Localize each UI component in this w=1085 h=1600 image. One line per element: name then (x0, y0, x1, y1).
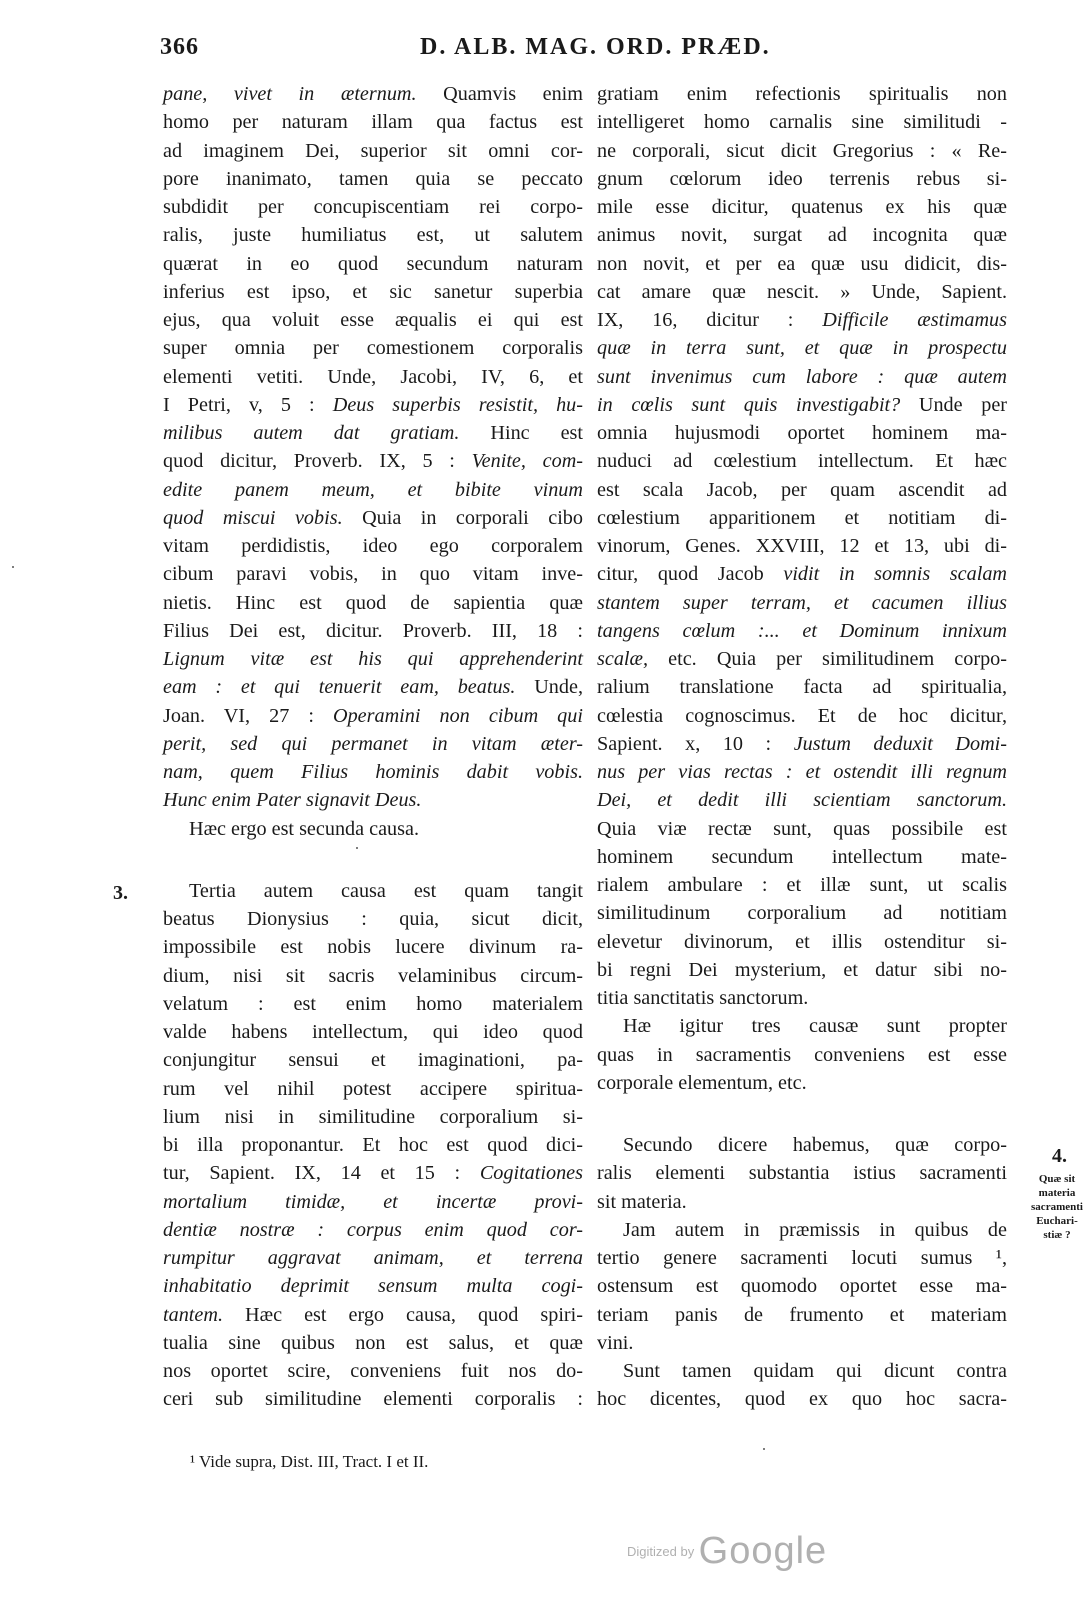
text-line: valde habens intellectum, qui ideo quod (163, 1021, 583, 1043)
text-line: gnum cœlorum ideo terrenis rebus si- (597, 167, 1007, 190)
text-line: homo per naturam illam qua factus est (163, 111, 583, 134)
section-number-4: 4. (1052, 1145, 1067, 1167)
text-line: tantem. Hæc est ergo causa, quod spiri- (163, 1303, 583, 1326)
text-line: ne corporali, sicut dicit Gregorius : « Re- (597, 139, 1007, 162)
text-line: I Petri, v, 5 : Deus superbis resistit, hu- (163, 393, 583, 416)
text-line: super omnia per comestionem corporalis (163, 337, 583, 360)
text-line: stantem super terram, et cacumen illius (597, 591, 1007, 614)
text-line: tualia sine quibus non est salus, et quæ (163, 1331, 583, 1354)
text-line: Sunt tamen quidam qui dicunt contra (623, 1360, 1007, 1382)
text-line: gratiam enim refectionis spiritualis non (597, 83, 1007, 105)
paragraph-gap (597, 1097, 1007, 1131)
text-line: conjungitur sensui et imaginationi, pa- (163, 1049, 583, 1072)
text-line: intelligeret homo carnalis sine similitudi - (597, 111, 1007, 134)
text-line: Tertia autem causa est quam tangit (189, 879, 583, 902)
text-line: elementi vetiti. Unde, Jacobi, IV, 6, et (163, 365, 583, 388)
text-line: quærat in eo quod secundum naturam (163, 252, 583, 275)
text-line: ralium translatione facta ad spiritualia, (597, 676, 1007, 699)
text-line: tertio genere sacramenti locuti sumus ¹, (597, 1247, 1007, 1269)
text-line: tangens cœlum :... et Dominum innixum (597, 619, 1007, 642)
speck (763, 1448, 765, 1450)
text-line: vini. (597, 1331, 634, 1354)
text-line: in cœlis sunt quis investigabit? Unde per (597, 393, 1007, 416)
digitized-watermark (627, 1530, 827, 1573)
left-column (163, 80, 583, 1414)
margin-note-line: Quæ sit (1038, 1173, 1076, 1185)
text-line: quod miscui vobis. Quia in corporali cibo (163, 506, 583, 529)
text-line: Hunc enim Pater signavit Deus. (163, 789, 422, 812)
running-title: D. ALB. MAG. ORD. PRÆD. (420, 34, 771, 60)
text-line: vinorum, Genes. XXVIII, 12 et 13, ubi di- (597, 535, 1007, 557)
text-line: Hæc ergo est secunda causa. (189, 817, 420, 840)
text-line: mortalium timidæ, et incertæ provi- (163, 1190, 583, 1213)
text-line: dentiæ nostræ : corpus enim quod cor- (163, 1218, 583, 1241)
text-line: ralis elementi substantia istius sacramenti (597, 1162, 1007, 1185)
text-line: rumpitur aggravat animam, et terrena (163, 1247, 583, 1269)
text-line: Quia viæ rectæ sunt, quas possibile est (597, 817, 1007, 840)
text-line: cibum paravi vobis, in quo vitam inve- (163, 563, 583, 586)
text-line: inhabitatio deprimit sensum multa cogi- (163, 1275, 583, 1298)
text-line: impossibile est nobis lucere divinum ra- (163, 936, 583, 959)
text-line: cœlestia cognoscimus. Et de hoc dicitur, (597, 704, 1007, 727)
text-line: sit materia. (597, 1190, 687, 1213)
margin-note-line: materia (1038, 1187, 1076, 1199)
right-column (597, 80, 1007, 1414)
text-line: animus novit, surgat ad incognita quæ (597, 224, 1007, 247)
text-line: quas in sacramentis conveniens est esse (597, 1043, 1007, 1066)
text-line: est scala Jacob, per quam ascendit ad (597, 478, 1007, 501)
text-line: edite panem meum, et bibite vinum (163, 478, 583, 501)
text-line: quod dicitur, Proverb. IX, 5 : Venite, com- (163, 450, 583, 473)
text-line: nus per vias rectas : et ostendit illi regnum (597, 761, 1007, 783)
text-line: ejus, qua voluit esse æqualis ei qui est (163, 309, 583, 331)
page-number: 366 (160, 34, 199, 60)
text-line: beatus Dionysius : quia, sicut dicit, (163, 908, 583, 930)
text-line: Hæ igitur tres causæ sunt propter (623, 1015, 1007, 1038)
text-line: hominem secundum intellectum mate- (597, 845, 1007, 868)
text-line: cœlestium apparitionem et notitiam di- (597, 506, 1007, 529)
text-line: hoc dicentes, quod ex quo hoc sacra- (597, 1388, 1007, 1411)
text-line: lium nisi in similitudine corporalium si- (163, 1105, 583, 1128)
text-line: vitam perdidistis, ideo ego corporalem (163, 535, 583, 557)
text-line: Dei, et dedit illi scientiam sanctorum. (597, 789, 1007, 812)
text-line: tur, Sapient. IX, 14 et 15 : Cogitationes (163, 1162, 583, 1185)
text-line: perit, sed qui permanet in vitam æter- (163, 732, 583, 755)
text-line: rum vel nihil potest accipere spiritua- (163, 1077, 583, 1100)
text-line: nos oportet scire, conveniens fuit nos do- (163, 1360, 583, 1382)
text-line: titia sanctitatis sanctorum. (597, 987, 809, 1009)
text-line: Filius Dei est, dicitur. Proverb. III, 18 : (163, 619, 583, 642)
text-line: Sapient. x, 10 : Justum deduxit Domi- (597, 732, 1007, 755)
text-line: bi regni Dei mysterium, et datur sibi no- (597, 958, 1007, 981)
text-line: nietis. Hinc est quod de sapientia quæ (163, 591, 583, 614)
text-line: scalæ, etc. Quia per similitudinem corpo- (597, 648, 1007, 670)
text-line: Jam autem in præmissis in quibus de (623, 1218, 1007, 1241)
text-line: inferius est ipso, et sic sanetur superbia (163, 280, 583, 303)
text-line: ad imaginem Dei, superior sit omni cor- (163, 139, 583, 162)
text-line: Secundo dicere habemus, quæ corpo- (623, 1134, 1007, 1156)
margin-note-line: Euchari- (1036, 1215, 1078, 1227)
section-number-3: 3. (113, 882, 128, 904)
speck (356, 847, 358, 849)
paragraph-gap (163, 843, 583, 877)
text-line: nam, quem Filius hominis dabit vobis. (163, 761, 583, 783)
text-line: bi illa proponantur. Et hoc est quod dici- (163, 1134, 583, 1156)
text-line: Lignum vitæ est his qui apprehenderint (163, 648, 583, 670)
text-line: eam : et qui tenuerit eam, beatus. Unde, (163, 676, 583, 699)
google-logo: Google (698, 1530, 828, 1572)
text-line: citur, quod Jacob vidit in somnis scalam (597, 563, 1007, 586)
text-line: sunt invenimus cum labore : quæ autem (597, 365, 1007, 388)
text-line: non novit, et per ea quæ usu didicit, dis- (597, 252, 1007, 275)
text-line: mile esse dicitur, quatenus ex his quæ (597, 196, 1007, 218)
text-line: omnia hujusmodi oportet hominem ma- (597, 422, 1007, 444)
text-line: pane, vivet in æternum. Quamvis enim (163, 83, 583, 105)
text-line: nuduci ad cœlestium intellectum. Et hæc (597, 450, 1007, 473)
text-line: subdidit per concupiscentiam rei corpo- (163, 196, 583, 218)
text-line: elevetur divinorum, et illis ostenditur si- (597, 930, 1007, 953)
margin-note-line: sacramenti (1031, 1201, 1083, 1213)
text-line: ostensum est quomodo oportet esse ma- (597, 1275, 1007, 1298)
text-line: quæ in terra sunt, et quæ in prospectu (597, 337, 1007, 360)
text-line: ceri sub similitudine elementi corporalis : (163, 1388, 583, 1411)
margin-note (1030, 1172, 1084, 1242)
footnote: ¹ Vide supra, Dist. III, Tract. I et II. (190, 1452, 429, 1471)
text-line: rialem ambulare : et illæ sunt, ut scalis (597, 874, 1007, 896)
text-line: dium, nisi sit sacris velaminibus circum- (163, 964, 583, 987)
text-line: cat amare quæ nescit. » Unde, Sapient. (597, 280, 1007, 303)
text-line: teriam panis de frumento et materiam (597, 1303, 1007, 1326)
text-line: velatum : est enim homo materialem (163, 992, 583, 1015)
text-line: ralis, juste humiliatus est, ut salutem (163, 224, 583, 247)
text-line: Joan. VI, 27 : Operamini non cibum qui (163, 704, 583, 727)
watermark-prefix: Digitized by (627, 1544, 695, 1559)
text-line: pore inanimato, tamen quia se peccato (163, 167, 583, 190)
margin-note-line: stiæ ? (1043, 1229, 1071, 1241)
speck (12, 566, 14, 568)
text-line: similitudinum corporalium ad notitiam (597, 902, 1007, 925)
text-line: milibus autem dat gratiam. Hinc est (163, 422, 583, 444)
text-line: corporale elementum, etc. (597, 1071, 807, 1094)
text-line: IX, 16, dicitur : Difficile æstimamus (597, 309, 1007, 331)
